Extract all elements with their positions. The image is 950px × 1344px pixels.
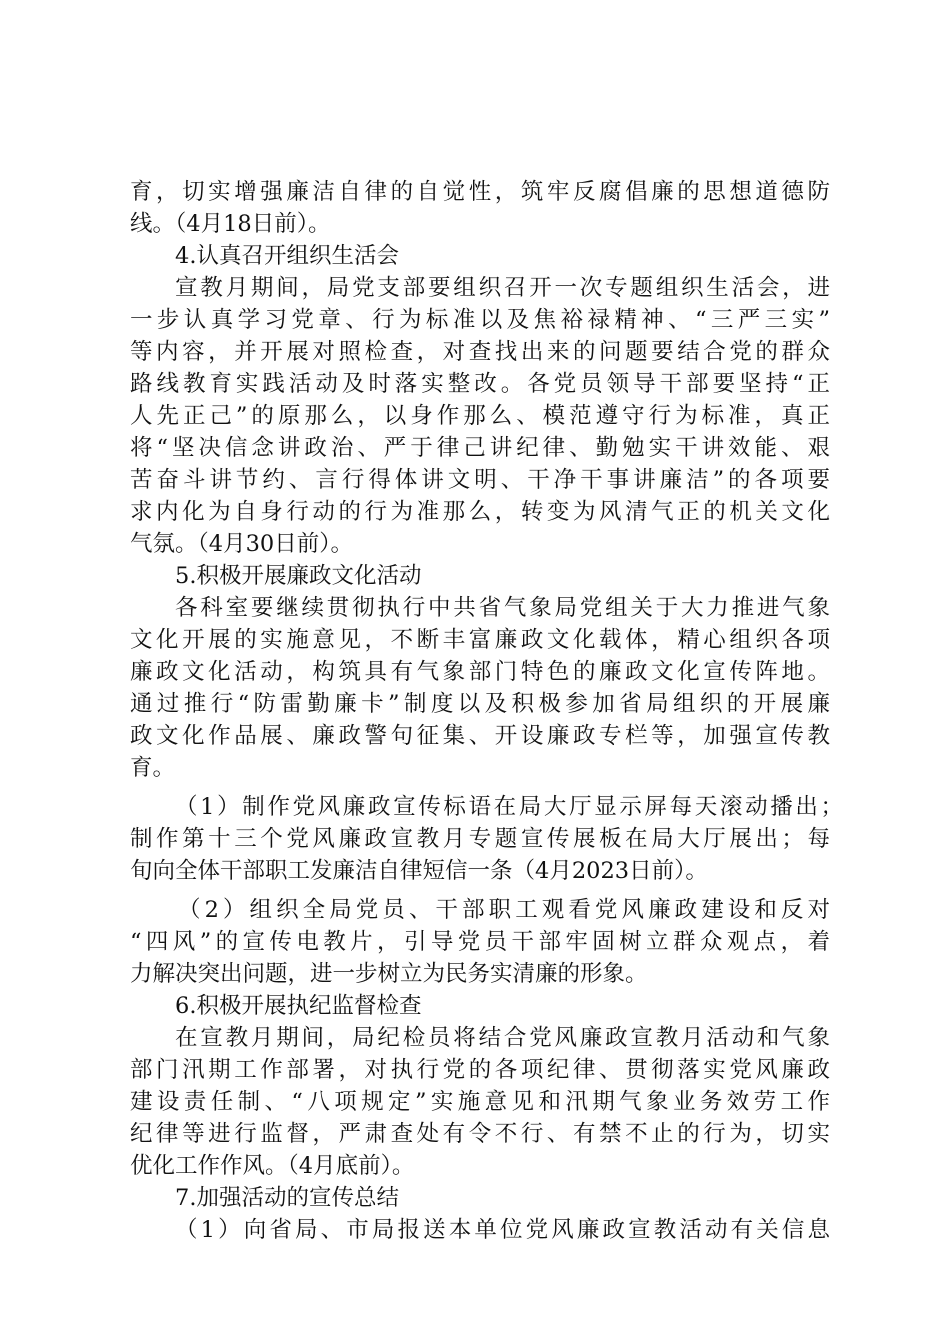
text-line: 苦奋斗讲节约、言行得体讲文明、干净干事讲廉洁”的各项要 <box>130 467 830 493</box>
text-line: 通过推行“防雷勤廉卡”制度以及积极参加省局组织的开展廉 <box>130 691 830 717</box>
section-heading: 4.认真召开组织生活会 <box>175 243 399 269</box>
text-line: （1）向省局、市局报送本单位党风廉政宣教活动有关信息 <box>175 1217 830 1243</box>
text-line: 廉政文化活动，构筑具有气象部门特色的廉政文化宣传阵地。 <box>130 659 830 685</box>
text-line: 在宣教月期间，局纪检员将结合党风廉政宣教月活动和气象 <box>175 1025 830 1051</box>
text-line: 制作第十三个党风廉政宣教月专题宣传展板在局大厅展出；每 <box>130 826 830 852</box>
text-line: 旬向全体干部职工发廉洁自律短信一条（4月2023日前）。 <box>130 858 708 884</box>
text-line: “四风”的宣传电教片，引导党员干部牢固树立群众观点，着 <box>130 929 830 955</box>
text-line: 力解决突出问题，进一步树立为民务实清廉的形象。 <box>130 961 648 987</box>
text-line: 建设责任制、“八项规定”实施意见和汛期气象业务效劳工作 <box>130 1089 830 1115</box>
text-line: 等内容，并开展对照检查，对查找出来的问题要结合党的群众 <box>130 339 830 365</box>
text-line: 育。 <box>130 755 176 781</box>
text-line: 求内化为自身行动的行为准那么，转变为风清气正的机关文化 <box>130 499 830 525</box>
section-heading: 6.积极开展执纪监督检查 <box>175 993 422 1019</box>
text-line: 宣教月期间，局党支部要组织召开一次专题组织生活会，进 <box>175 275 830 301</box>
text-line: 气氛。（4月30日前）。 <box>130 531 353 557</box>
text-line: 纪律等进行监督，严肃查处有令不行、有禁不止的行为，切实 <box>130 1121 830 1147</box>
text-line: 线。（4月18日前）。 <box>130 211 331 237</box>
text-line: 路线教育实践活动及时落实整改。各党员领导干部要坚持“正 <box>130 371 830 397</box>
text-line: 文化开展的实施意见，不断丰富廉政文化载体，精心组织各项 <box>130 627 830 653</box>
text-line: （2）组织全局党员、干部职工观看党风廉政建设和反对 <box>178 897 830 923</box>
text-line: 育，切实增强廉洁自律的自觉性，筑牢反腐倡廉的思想道德防 <box>130 179 830 205</box>
text-line: 优化工作作风。（4月底前）。 <box>130 1153 415 1179</box>
text-line: （1）制作党风廉政宣传标语在局大厅显示屏每天滚动播出； <box>175 794 843 820</box>
text-line: 各科室要继续贯彻执行中共省气象局党组关于大力推进气象 <box>175 595 830 621</box>
text-line: 部门汛期工作部署，对执行党的各项纪律、贯彻落实党风廉政 <box>130 1057 830 1083</box>
text-line: 一步认真学习党章、行为标准以及焦裕禄精神、“三严三实” <box>130 307 830 333</box>
text-line: 政文化作品展、廉政警句征集、开设廉政专栏等，加强宣传教 <box>130 723 830 749</box>
section-heading: 7.加强活动的宣传总结 <box>175 1185 399 1211</box>
section-heading: 5.积极开展廉政文化活动 <box>175 563 422 589</box>
text-line: 将“坚决信念讲政治、严于律己讲纪律、勤勉实干讲效能、艰 <box>130 435 830 461</box>
text-line: 人先正己”的原那么，以身作那么、模范遵守行为标准，真正 <box>130 403 830 429</box>
